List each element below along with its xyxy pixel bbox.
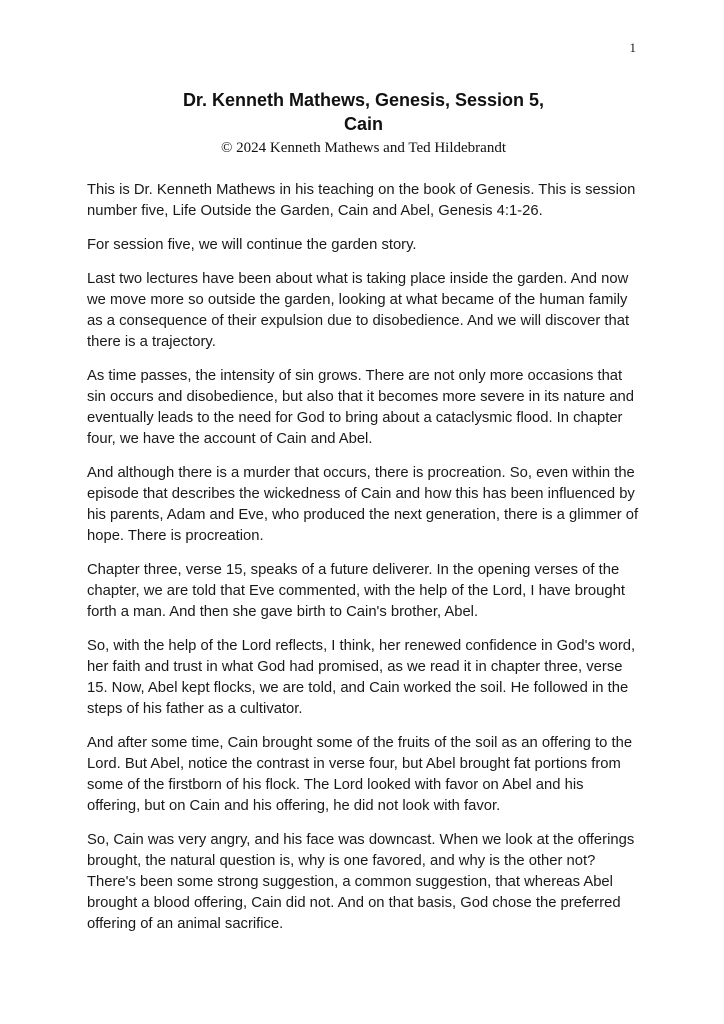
paragraph: As time passes, the intensity of sin grows. There are not only more occasions that sin occurs and disobedience, but also that it becomes more severe in its nature and eventually leads to the need for God to bring about a cataclysmic flood. In chapter four, we have the account of Cain and Abel. <box>87 368 634 448</box>
page-number: 1 <box>629 40 636 55</box>
paragraph: Chapter three, verse 15, speaks of a future deliverer. In the opening verses of the chapter, we are told that Eve commented, with the help of the Lord, I have brought forth a man. And then she gave birth to Cain's brother, Abel. <box>87 562 625 621</box>
title-line-2: Cain <box>343 114 383 135</box>
document-title <box>87 88 640 137</box>
paragraph: And although there is a murder that occurs, there is procreation. So, even within the episode that describes the wickedness of Cain and how this has been influenced by his parents, Adam and Eve, who produced the next generation, there is a glimmer of hope. There is procreation. <box>87 465 639 545</box>
paragraph: And after some time, Cain brought some of the fruits of the soil as an offering to the Lord. But Abel, notice the contrast in verse four, but Abel brought fat portions from some of the firstborn of his flock. The Lord looked with favor on Abel and his offering, but on Cain and his offering, he did not look with favor. <box>87 735 633 815</box>
paragraph: For session five, we will continue the garden story. <box>87 237 417 254</box>
document-body <box>87 180 640 935</box>
copyright-line: © 2024 Kenneth Mathews and Ted Hildebrandt <box>220 139 506 156</box>
paragraph: This is Dr. Kenneth Mathews in his teaching on the book of Genesis. This is session number five, Life Outside the Garden, Cain and Abel, Genesis 4:1-26. <box>87 182 636 220</box>
paragraph: So, with the help of the Lord reflects, I think, her renewed confidence in God's word, her faith and trust in what God had promised, as we read it in chapter three, verse 15. Now, Abel kept flocks, we are told, and Cain worked the soil. He followed in the steps of his father as a cultivator. <box>87 638 636 718</box>
paragraph: So, Cain was very angry, and his face was downcast. When we look at the offerings brought, the natural question is, why is one favored, and why is the other not? There's been some strong suggestion, a common suggestion, that whereas Abel brought a blood offering, Cain did not. And on that basis, God chose the preferred offering of an animal sacrifice. <box>87 832 635 933</box>
paragraph: Last two lectures have been about what is taking place inside the garden. And now we move more so outside the garden, looking at what became of the human family as a consequence of their expulsion due to disobedience. And we will discover that there is a trajectory. <box>87 271 630 351</box>
title-line-1: Dr. Kenneth Mathews, Genesis, Session 5, <box>182 90 545 110</box>
document-content <box>87 88 640 948</box>
